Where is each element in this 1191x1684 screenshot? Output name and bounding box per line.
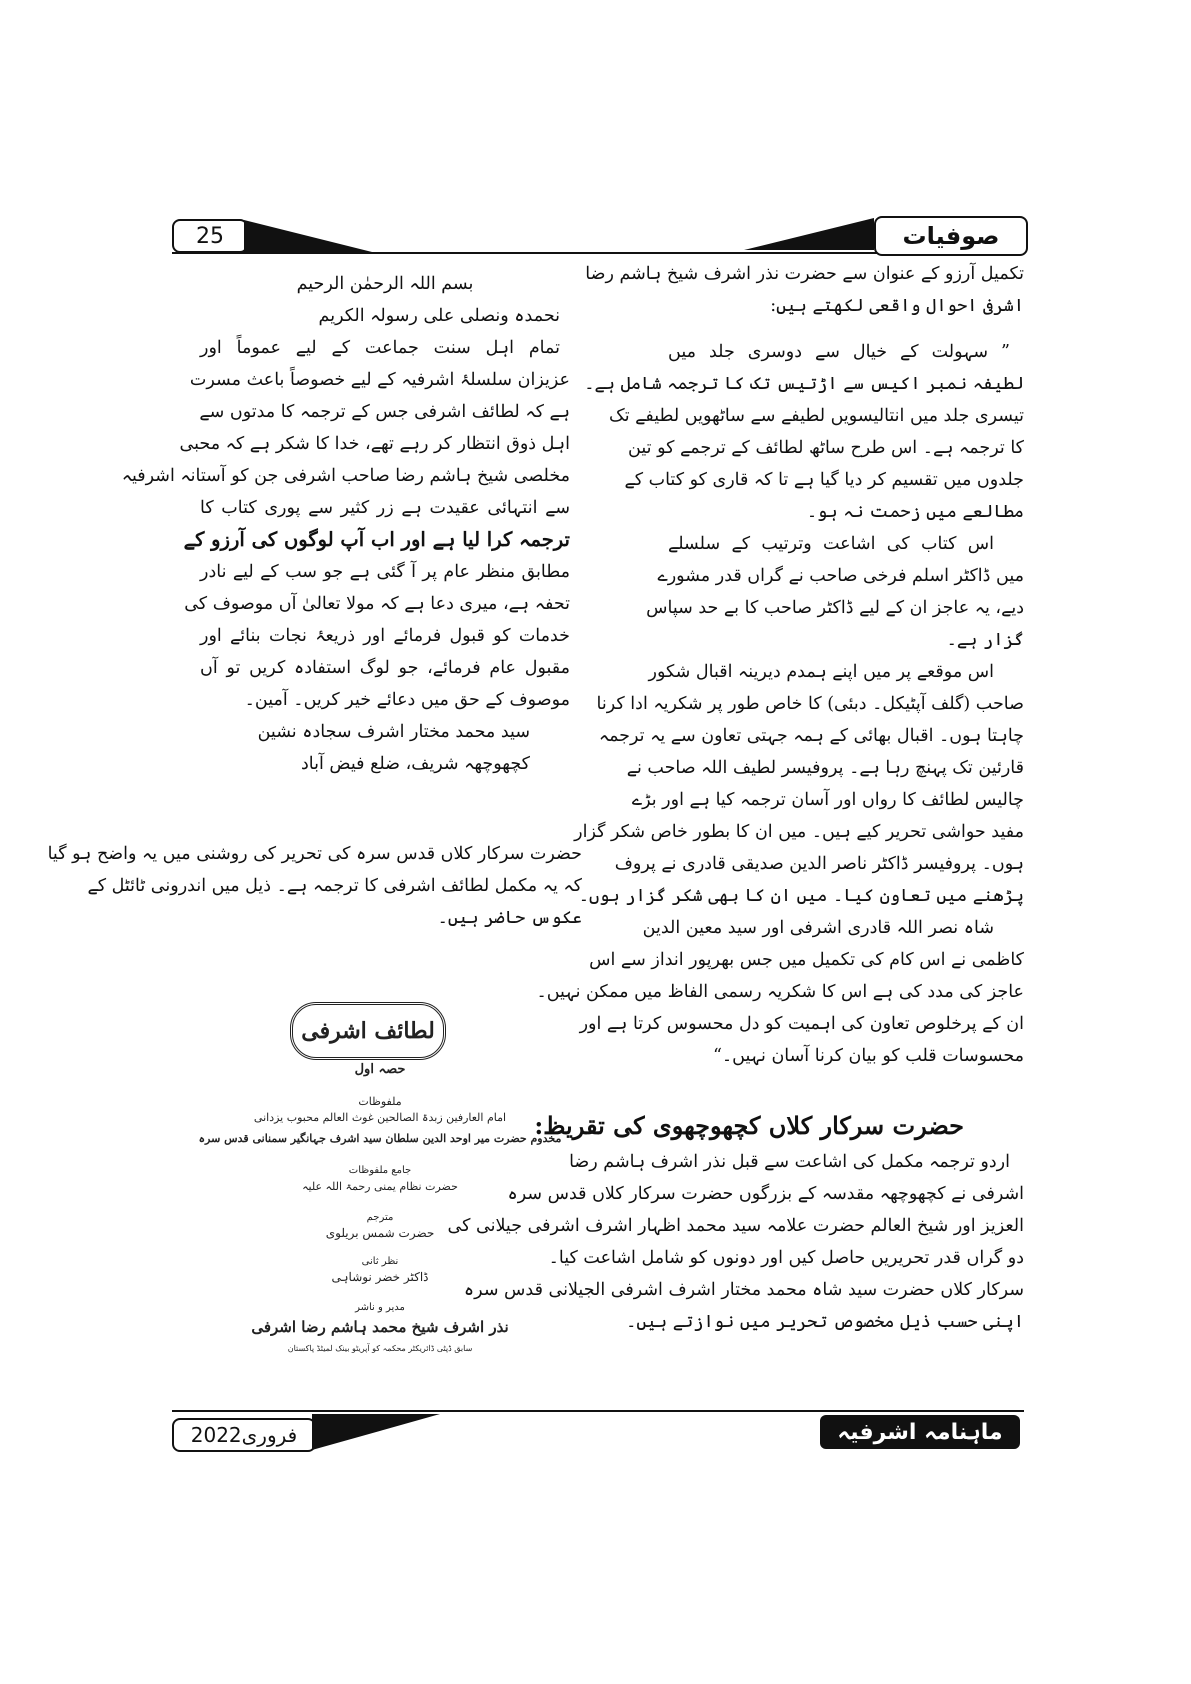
quote-line: عاجز کی مدد کی ہے اس کا شکریہ رسمی الفاظ میں ممکن نہیں۔ [536, 982, 1024, 1002]
section-title [874, 216, 1028, 256]
magazine-name [820, 1415, 1020, 1449]
quote-line: قارئین تک پہنچ رہا ہے۔ پروفیسر لطیف اللہ صاحب نے [626, 758, 1024, 778]
endorsement-line: عزیزان سلسلۂ اشرفیہ کے لیے خصوصاً باعث مسرت [189, 370, 570, 390]
quote-line: کا ترجمہ ہے۔ اس طرح ساٹھ لطائف کے ترجمے کو تین [628, 438, 1024, 458]
quote-line: تیسری جلد میں انتالیسویں لطیفے سے ساٹھویں لطیفے تک [609, 406, 1024, 426]
quote-line: شاہ نصر اللہ قادری اشرفی اور سید معین الدین [642, 918, 994, 938]
editor-name: نذر اشرف شیخ محمد ہاشم رضا اشرفی [251, 1318, 509, 1336]
salutation: نحمدہ ونصلی علی رسولہ الکریم [318, 306, 560, 326]
translator-name: حضرت شمس بریلوی [325, 1226, 435, 1240]
endorsement-line: مخلصی شیخ ہاشم رضا صاحب اشرفی جن کو آستانہ اشرفیہ [121, 466, 570, 486]
volume-label: حصہ اول [354, 1062, 406, 1077]
quote-line: ” سہولت کے خیال سے دوسری جلد میں [668, 342, 1010, 362]
quote-block [536, 336, 1024, 1072]
right-column [585, 258, 1024, 322]
footer-left-arrow [312, 1412, 442, 1452]
book-title-cartouche [290, 1002, 446, 1060]
intro-line: تکمیل آرزو کے عنوان سے حضرت نذر اشرف شیخ ہاشم رضا [585, 264, 1024, 284]
quote-line: صاحب (گلف آپٹیکل۔ دبئی) کا خاص طور پر شکریہ ادا کرنا [596, 694, 1024, 714]
bismillah: بسم اللہ الرحمٰن الرحیم [296, 274, 474, 294]
signature-line: کچھوچھہ شریف، ضلع فیض آباد [301, 754, 530, 774]
quote-line: چاہتا ہوں۔ اقبال بھائی کے ہمہ جہتی تعاون سے یہ ترجمہ [598, 726, 1024, 746]
body-line: العزیز اور شیخ العالم حضرت علامہ سید محمد اظہار اشرف اشرفی جیلانی کی [447, 1216, 1024, 1236]
editor-label: مدیر و ناشر [355, 1302, 405, 1313]
endorsement-line: موصوف کے حق میں دعائے خیر کریں۔ آمین۔ [244, 690, 570, 710]
compiler-name: حضرت نظام یمنی رحمۃ اللہ علیہ [302, 1180, 458, 1193]
footer-rule [172, 1410, 1024, 1412]
signature-line: سید محمد مختار اشرف سجادہ نشین [257, 722, 530, 742]
quote-line: مفید حواشی تحریر کیے ہیں۔ میں ان کا بطور خاص شکر گزار [574, 822, 1024, 842]
conclusion-line: کہ یہ مکمل لطائف اشرفی کا ترجمہ ہے۔ ذیل میں اندرونی ٹائٹل کے [87, 876, 582, 896]
page-number-text: 25 [196, 223, 224, 249]
endorsement-section [447, 1106, 1024, 1338]
header-left-arrow [244, 218, 374, 254]
quote-line: دیے، یہ عاجز ان کے لیے ڈاکٹر صاحب کا بے حد سپاس [646, 598, 1024, 618]
header-right-arrow [744, 216, 874, 252]
malfoozat-label: ملفوظات [358, 1095, 402, 1108]
body-line: اردو ترجمہ مکمل کی اشاعت سے قبل نذر اشرف ہاشم رضا [569, 1152, 1010, 1172]
title-line-1: امام العارفین زبدۃ الصالحین غوث العالم محبوب یزدانی [253, 1111, 507, 1124]
quote-line: اس موقعے پر میں اپنے ہمدم دیرینہ اقبال شکور [648, 662, 994, 682]
quote-line: کاظمی نے اس کام کی تکمیل میں جس بھرپور انداز سے اس [589, 950, 1024, 970]
section-title-text: صوفیات [902, 222, 1000, 250]
endorsement-line: مقبول عام فرمائے، جو لوگ استفادہ کریں تو آں [200, 658, 570, 678]
endorsement-line: سے انتہائی عقیدت ہے زر کثیر سے پوری کتاب کا [200, 498, 570, 518]
quote-line: ہوں۔ پروفیسر ڈاکٹر ناصر الدین صدیقی قادری نے پروف [614, 854, 1024, 874]
quote-line: لطیفہ نمبر اکیس سے اڑتیس تک کا ترجمہ شامل ہے۔ [584, 374, 1024, 394]
translator-label: مترجم [366, 1212, 394, 1223]
reviewer-label: نظر ثانی [361, 1256, 399, 1267]
magazine-name-text: ماہنامہ اشرفیہ [837, 1419, 1003, 1445]
endorsement-line: تمام اہل سنت جماعت کے لیے عموماً اور [200, 338, 560, 358]
quote-line: جلدوں میں تقسیم کر دیا گیا ہے تا کہ قاری کو کتاب کے [624, 470, 1024, 490]
body-line: سرکار کلاں حضرت سید شاہ محمد مختار اشرف اشرفی الجیلانی قدس سرہ [463, 1280, 1024, 1300]
book-title: لطائف اشرفی [301, 1018, 435, 1044]
endorsement-line: مطابق منظر عام پر آ گئی ہے جو سب کے لیے نادر [200, 562, 570, 582]
compiler-label: جامع ملفوظات [348, 1165, 412, 1176]
body-line: اپنی حسب ذیل مخصوص تحریر میں نوازتے ہیں۔ [626, 1312, 1024, 1332]
endorsement-line: اہل ذوق انتظار کر رہے تھے، خدا کا شکر ہے کہ محبی [179, 434, 570, 454]
reviewer-name: ڈاکٹر خضر نوشاہی [331, 1270, 429, 1284]
endorsement-heading: حضرت سرکار کلاں کچھوچھوی کی تقریظ: [534, 1111, 964, 1140]
issue-date [172, 1418, 316, 1452]
conclusion-line: حضرت سرکار کلاں قدس سرہ کی تحریر کی روشنی میں یہ واضح ہو گیا [47, 844, 582, 864]
quote-line: پڑھنے میں تعاون کیا۔ میں ان کا بھی شکر گزار ہوں۔ [578, 886, 1024, 906]
conclusion-block [47, 838, 582, 934]
quote-line: چالیس لطائف کا رواں اور آسان ترجمہ کیا ہے اور بڑے [631, 790, 1024, 810]
quote-line: اس کتاب کی اشاعت وترتیب کے سلسلے [668, 534, 994, 554]
quote-line: گزار ہے۔ [946, 630, 1024, 650]
issue-date-text: فروری2022 [190, 1423, 298, 1447]
page-number [172, 219, 248, 253]
body-line: دو گراں قدر تحریریں حاصل کیں اور دونوں کو شامل اشاعت کیا۔ [548, 1248, 1024, 1268]
quote-line: ان کے پرخلوص تعاون کی اہمیت کو دل محسوس کرتا ہے اور [579, 1014, 1024, 1034]
endorsement-line: خدمات کو قبول فرمائے اور ذریعۂ نجات بنائے اور [200, 626, 570, 646]
left-column [121, 268, 570, 780]
inner-title-page [178, 1000, 582, 1400]
body-line: اشرفی نے کچھوچھہ مقدسہ کے بزرگوں حضرت سرکار کلاں قدس سرہ [507, 1184, 1024, 1204]
endorsement-line-bold: ترجمہ کرا لیا ہے اور اب آپ لوگوں کی آرزو کے [183, 528, 570, 551]
editor-address: سابق ڈپٹی ڈائریکٹر محکمہ کو آپریٹو بینک لمیٹڈ پاکستان [287, 1344, 473, 1353]
conclusion-line: عکوس حاضر ہیں۔ [437, 908, 582, 928]
endorsement-line: تحفہ ہے، میری دعا ہے کہ مولا تعالیٰ آں موصوف کی [184, 594, 570, 614]
title-line-2: مخدوم حضرت میر اوحد الدین سلطان سید اشرف جہانگیر سمنانی قدس سرہ [198, 1132, 562, 1145]
quote-line: محسوسات قلب کو بیان کرنا آسان نہیں۔“ [712, 1046, 1024, 1066]
quote-line: مطالعے میں زحمت نہ ہو۔ [806, 502, 1024, 522]
quote-line: میں ڈاکٹر اسلم فرخی صاحب نے گراں قدر مشورے [657, 566, 1024, 586]
endorsement-line: ہے کہ لطائف اشرفی جس کے ترجمہ کا مدتوں سے [199, 402, 570, 422]
intro-line: اشرفی احوال واقعی لکھتے ہیں: [770, 296, 1024, 316]
